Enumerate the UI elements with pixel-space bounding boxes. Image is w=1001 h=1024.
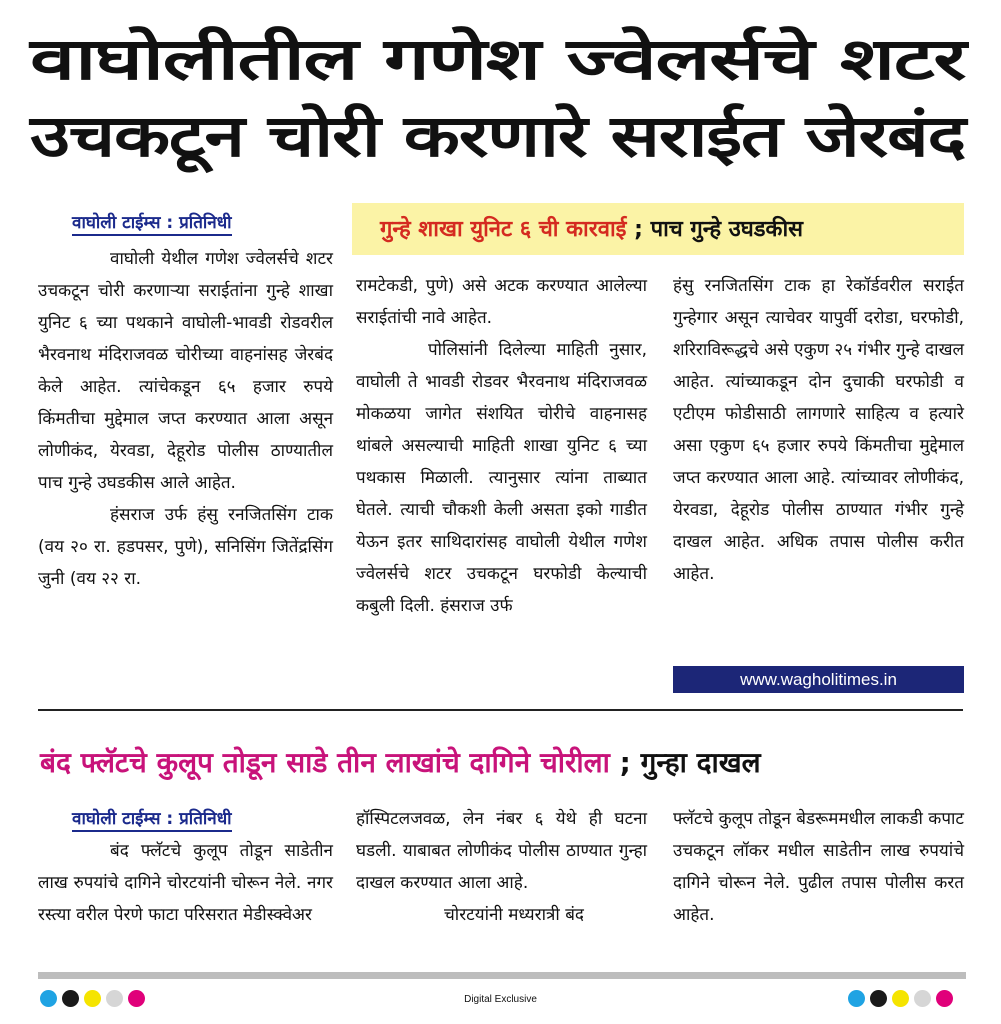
story2-column-2: [356, 803, 647, 931]
main-headline-line1: वाघोलीतील गणेश ज्वेलर्सचे शटर: [30, 25, 966, 93]
story1-col1-para1: वाघोली येथील गणेश ज्वेलर्सचे शटर उचकटून चोरी करणाऱ्या सराईतांना गुन्हे शाखा युनिट ६ च्या पथकाने वाघोली-भावडी रोडवरील भैरवनाथ मंदिराजवळ चोरीच्या वाहनांसह जेरबंद केले आहेत. त्यांचेकडून ६५ हजार रुपये किंमतीचा मुद्देमाल जप्त करण्यात आला असून लोणीकंद, येरवडा, देहूरोड पोलीस ठाण्यातील पाच गुन्हे उघडकीस आले आहेत.: [38, 249, 333, 493]
main-headline-line2: उचकटून चोरी करणारे सराईत जेरबंद: [30, 102, 966, 170]
story1-col2-para2: पोलिसांनी दिलेल्या माहिती नुसार, वाघोली ते भावडी रोडवर भैरवनाथ मंदिराजवळ मोकळया जागेत संशयित चोरीचे वाहनासह थांबले असल्याची माहिती शाखा युनिट ६ च्या पथकास मिळाली. त्यानुसार त्यांना ताब्यात घेतले. त्याची चौकशी केली असता इको गाडीत येऊन इतर साथिदारांसह वाघोली येथील गणेश ज्वेलर्सचे शटर उचकटून घरफोडी केल्याची कबुली दिली. हंसराज उर्फ: [356, 340, 647, 616]
story1-col2-para1: रामटेकडी, पुणे) असे अटक करण्यात आलेल्या सराईतांची नावे आहेत.: [356, 276, 647, 328]
story1-column-3: [673, 270, 964, 590]
story2-headline: [40, 743, 761, 781]
story2-column-1: [38, 835, 333, 931]
story2-col2-para2: चोरटयांनी मध्यरात्री बंद: [444, 905, 584, 925]
story1-col3-para1: हंसु रनजितसिंग टाक हा रेकॉर्डवरील सराईत गुन्हेगार असून त्याचेवर यापुर्वी दरोडा, घरफोडी, शरिराविरूद्धचे असे एकुण २५ गंभीर गुन्हे दाखल आहेत. त्यांच्याकडून दोन दुचाकी घरफोडी व एटीएम फोडीसाठी लागणारे साहित्य व हत्यारे असा एकुण ६५ हजार रुपये किंमतीचा मुद्देमाल जप्त करण्यात आला आहे. त्यांच्यावर लोणीकंद, येरवडा, देहूरोड पोलीस ठाण्यात गंभीर गुन्हे दाखल आहेत. अधिक तपास पोलीस करीत आहेत.: [673, 276, 964, 584]
story1-column-1: [38, 243, 333, 595]
story2-col2-para1: हॉस्पिटलजवळ, लेन नंबर ६ येथे ही घटना घडली. याबाबत लोणीकंद पोलीस ठाण्यात गुन्हा दाखल करण्यात आला आहे.: [356, 809, 647, 893]
registration-dot-cyan: [848, 990, 865, 1007]
story1-byline: वाघोली टाईम्स : प्रतिनिधी: [72, 210, 232, 236]
footer-label: Digital Exclusive: [464, 994, 537, 1005]
story2-headline-secondary: ; गुन्हा दाखल: [609, 746, 761, 779]
story1-subhead-main: गुन्हे शाखा युनिट ६ ची कारवाई: [380, 217, 627, 242]
registration-dot-yellow: [892, 990, 909, 1007]
website-url-bar[interactable]: www.wagholitimes.in: [673, 666, 964, 693]
story2-col3-para1: फ्लॅटचे कुलूप तोडून बेडरूममधील लाकडी कपाट उचकटून लॉकर मधील साडेतीन लाख रुपयांचे दागिने चोरून नेले. पुढील तपास पोलीस करत आहेत.: [673, 809, 964, 925]
registration-dots-right: [848, 990, 953, 1007]
story1-subhead: [380, 213, 803, 243]
story2-headline-main: बंद फ्लॅटचे कुलूप तोडून साडे तीन लाखांचे दागिने चोरीला: [40, 746, 610, 779]
registration-dot-grey: [914, 990, 931, 1007]
story1-subhead-secondary: ; पाच गुन्हे उघडकीस: [626, 217, 804, 242]
story1-column-2: [356, 270, 647, 622]
registration-dot-magenta: [936, 990, 953, 1007]
story2-col1-para1: बंद फ्लॅटचे कुलूप तोडून साडेतीन लाख रुपयांचे दागिने चोरटयांनी चोरून नेले. नगर रस्त्या वरील पेरणे फाटा परिसरात मेडीस्क्वेअर: [38, 841, 333, 925]
story2-byline: वाघोली टाईम्स : प्रतिनिधी: [72, 806, 232, 832]
section-divider: [38, 709, 963, 711]
registration-dot-black: [870, 990, 887, 1007]
footer-bar: [38, 972, 966, 979]
story2-column-3: [673, 803, 964, 931]
story1-col1-para2: हंसराज उर्फ हंसु रनजितसिंग टाक (वय २० रा. हडपसर, पुणे), सनिसिंग जितेंद्रसिंग जुनी (वय २२ रा.: [38, 505, 333, 589]
